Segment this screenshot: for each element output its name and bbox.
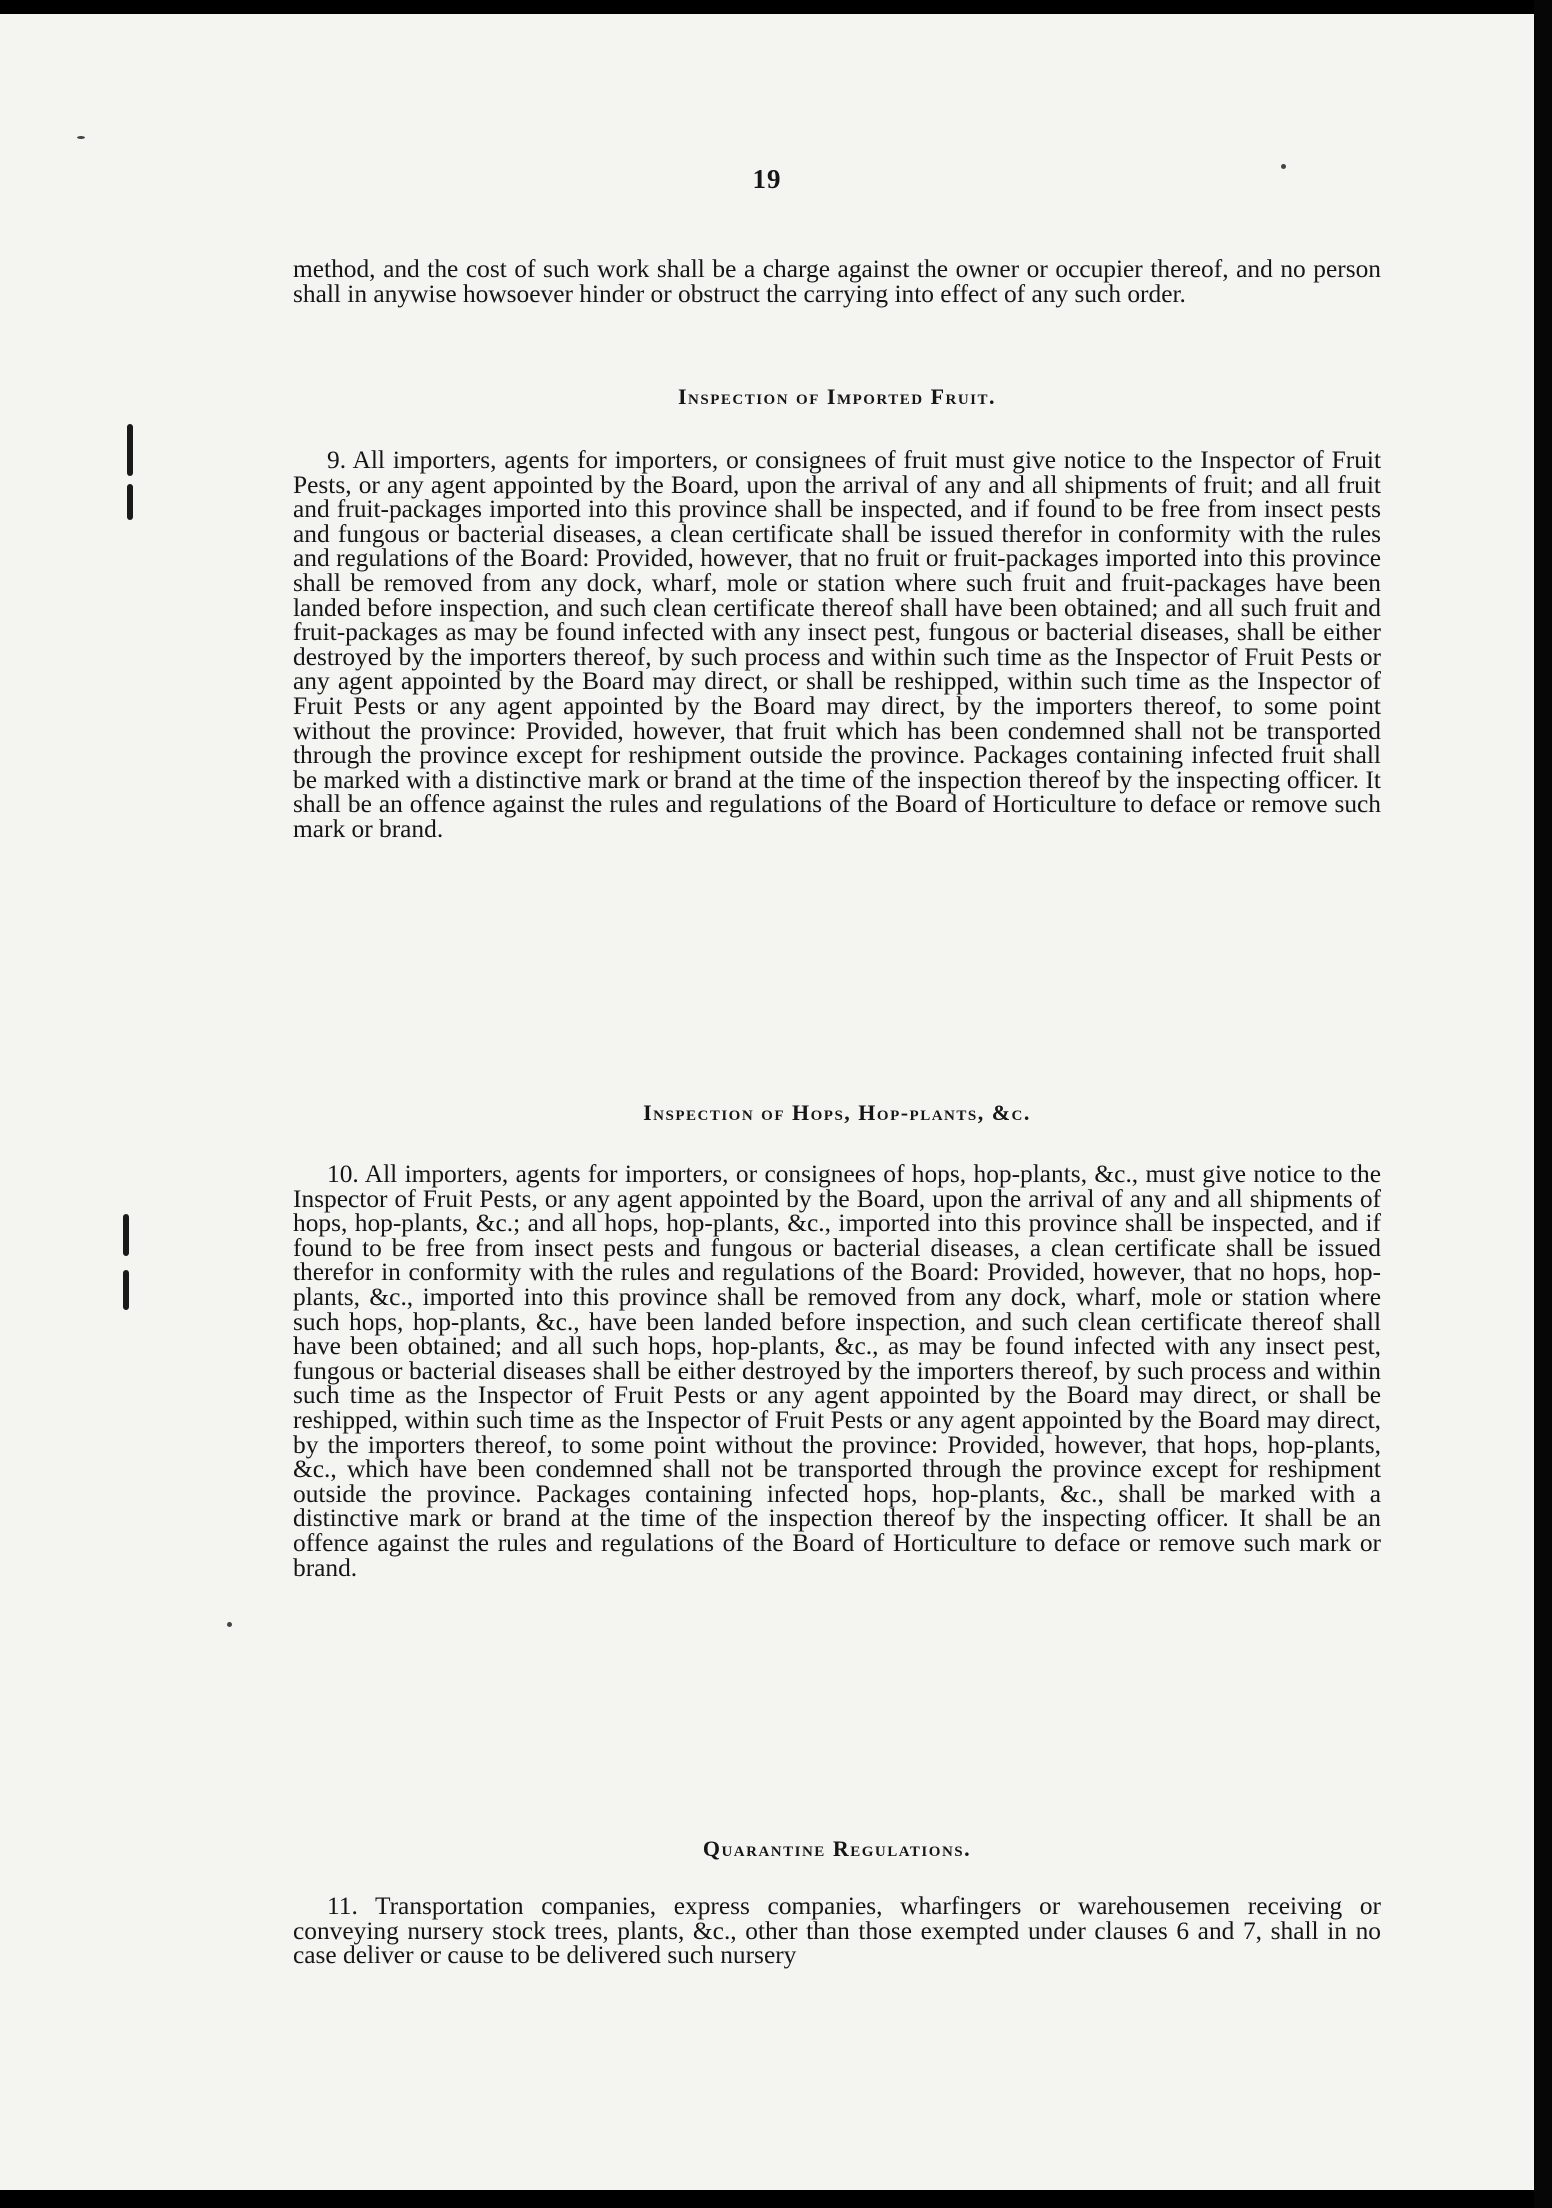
scan-speck bbox=[1281, 164, 1286, 169]
paragraph-10: 10. All importers, agents for importers, or consignees of hops, hop-plants, &c., must give notice to the Inspector of Fruit Pests, or any agent appointed by the Board, upon the arrival of any and all shipments of hops, hop-plants, &c.; and all hops, hop-plants, &c., imported into this province shall be inspected, and if found to be free from insect pests and fungous or bacterial diseases, a clean certificate shall be issued therefor in conformity with the rules and regulations of the Board: Provided, however, that no hops, hop-plants, &c., imported into this province shall be removed from any dock, wharf, mole or station where such hops, hop-plants, &c., have been landed before inspection, and such clean certificate thereof shall have been obtained; and all such hops, hop-plants, &c., as may be found infected with any insect pest, fungous or bacterial diseases shall be either destroyed by the importers thereof, by such process and within such time as the Inspector of Fruit Pests or any agent appointed by the Board may direct, or shall be reshipped, within such time as the Inspector of Fruit Pests or any agent appointed by the Board may direct, by the importers thereof, to some point without the province: Provided, however, that hops, hop-plants, &c., which have been condemned shall not be transported through the province except for reshipment outside the province. Packages containing infected hops, hop-plants, &c., shall be marked with a distinctive mark or brand at the time of the inspection thereof by the inspecting officer. It shall be an offence against the rules and regulations of the Board of Horticulture to deface or remove such mark or brand. bbox=[293, 1160, 1381, 1582]
page-number: 19 bbox=[752, 164, 782, 194]
document-page bbox=[0, 14, 1534, 2190]
margin-punch-mark-upper-a bbox=[127, 424, 133, 476]
margin-punch-mark-lower-b bbox=[123, 1270, 129, 1310]
margin-punch-mark-upper-b bbox=[127, 484, 133, 520]
paragraph-9: 9. All importers, agents for importers, or consignees of fruit must give notice to the Inspector of Fruit Pests, or any agent appointed by the Board, upon the arrival of any and all shipments of fruit; and all fruit and fruit-packages imported into this province shall be inspected, and if found to be free from insect pests and fungous or bacterial diseases, a clean certificate shall be issued therefor in conformity with the rules and regulations of the Board: Provided, however, that no fruit or fruit-packages imported into this province shall be removed from any dock, wharf, mole or station where such fruit and fruit-packages have been landed before inspection, and such clean certificate thereof shall have been obtained; and all such fruit and fruit-packages as may be found infected with any insect pest, fungous or bacterial diseases, shall be either destroyed by the importers thereof, by such process and within such time as the Inspector of Fruit Pests or any agent appointed by the Board may direct, or shall be reshipped, within such time as the Inspector of Fruit Pests or any agent appointed by the Board may direct, by the importers thereof, to some point without the province: Provided, however, that fruit which has been condemned shall not be transported through the province except for reshipment outside the province. Packages containing infected fruit shall be marked with a distinctive mark or brand at the time of the inspection thereof by the inspecting officer. It shall be an offence against the rules and regulations of the Board of Horticulture to deface or remove such mark or brand. bbox=[293, 446, 1381, 843]
scan-right-border bbox=[1534, 0, 1552, 2208]
heading-inspection-hops: Inspection of Hops, Hop-plants, &c. bbox=[643, 1100, 1031, 1125]
heading-inspection-imported-fruit: Inspection of Imported Fruit. bbox=[677, 384, 997, 409]
scan-speck bbox=[227, 1622, 232, 1627]
continuation-paragraph: method, and the cost of such work shall be a charge against the owner or occupier thereof, and no person shall in anywise howsoever hinder or obstruct the carrying into effect of any such order. bbox=[293, 255, 1381, 308]
paragraph-11: 11. Transportation companies, express companies, wharfingers or warehousemen receiving or conveying nursery stock trees, plants, &c., other than those exempted under clauses 6 and 7, shall in no case deliver or cause to be delivered such nursery bbox=[293, 1892, 1381, 1970]
scan-speck bbox=[77, 136, 85, 139]
heading-quarantine-regulations: Quarantine Regulations. bbox=[702, 1836, 972, 1861]
margin-punch-mark-lower-a bbox=[123, 1214, 129, 1256]
